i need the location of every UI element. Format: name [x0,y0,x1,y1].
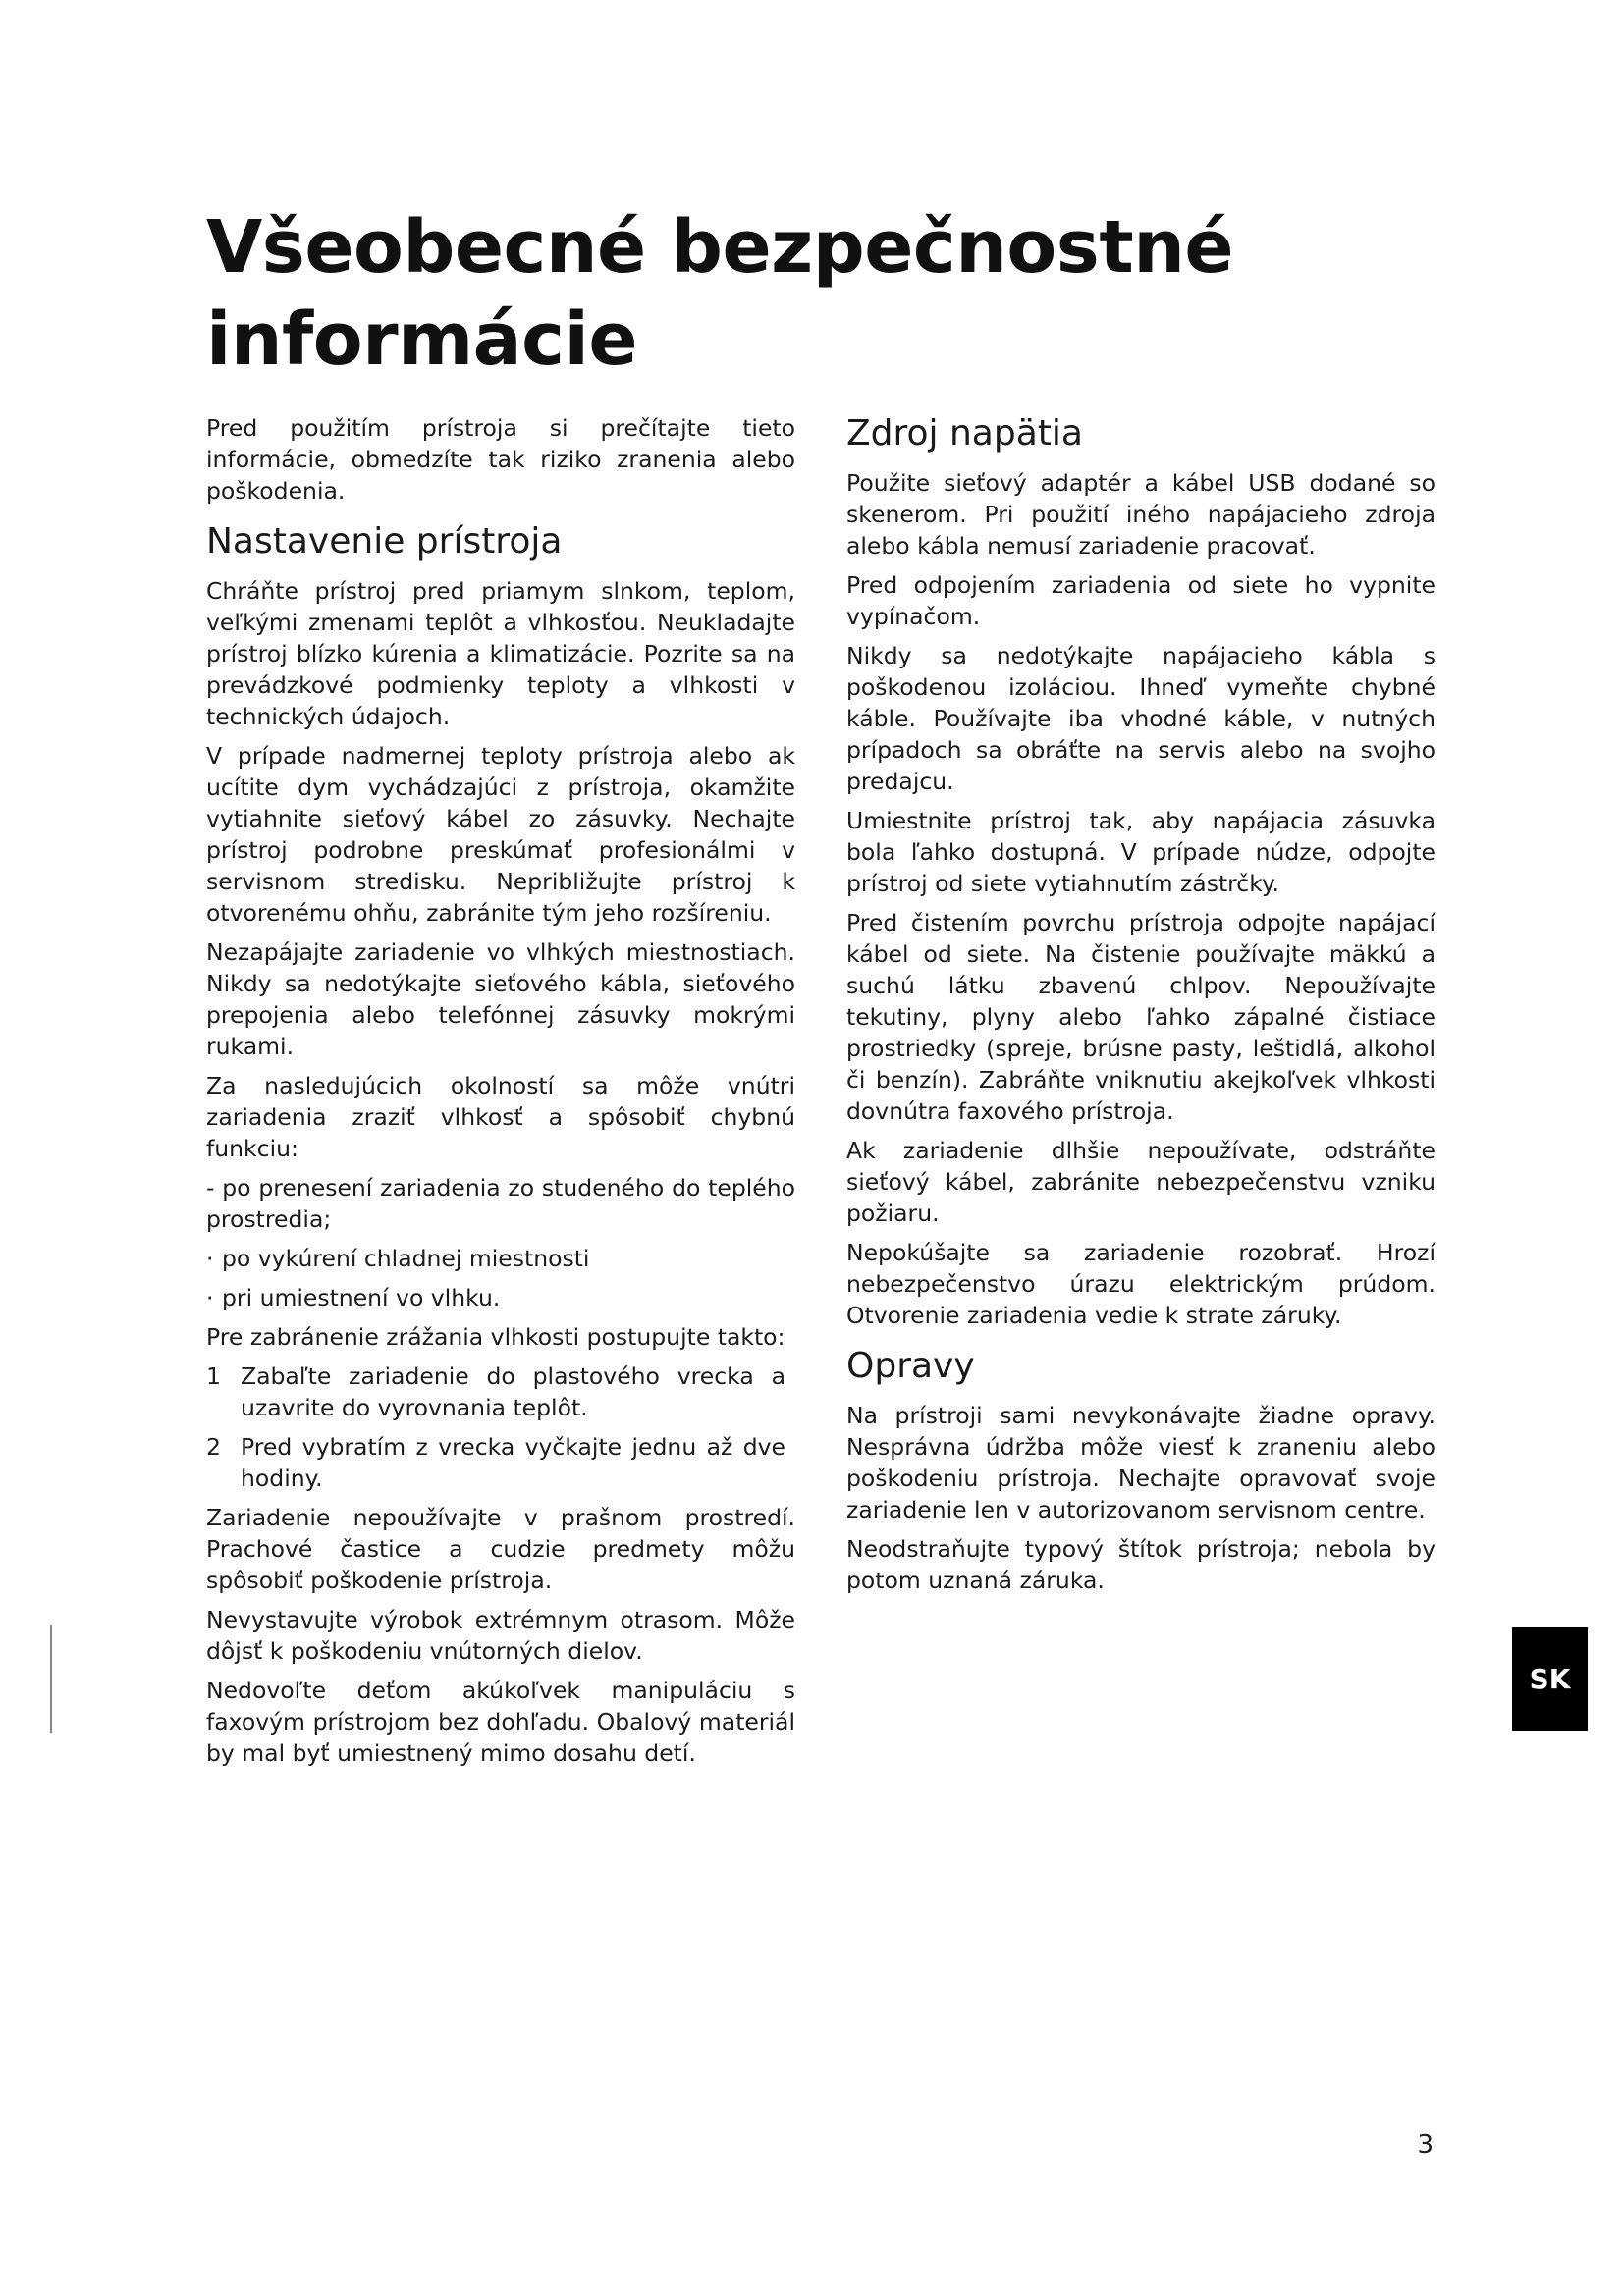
paragraph: Použite sieťový adaptér a kábel USB dodané so skenerom. Pri použití iného napájacieho zdroja alebo kábla nemusí zariadenie pracovať. [846,469,1435,560]
left-column [206,412,795,1777]
dash-list-item: - po prenesení zariadenia zo studeného do teplého prostredia; [206,1174,795,1233]
title-line-2: informácie [206,297,638,382]
bullet-text: pri umiestnení vo vlhku. [222,1284,501,1311]
numbered-step [206,1361,795,1423]
bullet-list-item [206,1243,795,1274]
intro-paragraph: Pred použitím prístroja si prečítajte tieto informácie, obmedzíte tak riziko zranenia alebo poškodenia. [206,414,795,505]
paragraph: Zariadenie nepoužívajte v prašnom prostredí. Prachové častice a cudzie predmety môžu spôsobiť poškodenie prístroja. [206,1504,795,1594]
step-text: Pred vybratím z vrecka vyčkajte jednu až dve hodiny. [241,1433,785,1492]
step-number: 1 [206,1362,221,1390]
paragraph: Pred čistením povrchu prístroja odpojte napájací kábel od siete. Na čistenie používajte mäkkú a suchú látku zbavenú chlpov. Nepoužívajte tekutiny, plyny alebo ľahko zápalné čistiace prostriedky (spreje, brúsne pasty, leštidlá, alkohol či benzín). Zabráňte vniknutiu akejkoľvek vlhkosti dovnútra faxového prístroja. [846,909,1435,1125]
paragraph: Nepokúšajte sa zariadenie rozobrať. Hrozí nebezpečenstvo úrazu elektrickým prúdom. Otvorenie zariadenia vedie k strate záruky. [846,1239,1435,1329]
bullet-text: po vykúrení chladnej miestnosti [222,1245,590,1272]
language-tab: SK [1512,1627,1588,1731]
paragraph: Nezapájajte zariadenie vo vlhkých miestnostiach. Nikdy sa nedotýkajte sieťového kábla, sieťového prepojenia alebo telefónnej zásuvky mokrými rukami. [206,938,795,1060]
paragraph: V prípade nadmernej teploty prístroja alebo ak ucítite dym vychádzajúci z prístroja, okamžite vytiahnite sieťový kábel zo zásuvky. Nechajte prístroj podrobne preskúmať profesionálmi v servisnom stredisku. Nepribližujte prístroj k otvorenému ohňu, zabránite tým jeho rozšíreniu. [206,742,795,927]
bullet-mark: · [206,1284,214,1311]
section-heading-power: Zdroj napätia [846,413,1083,454]
step-text: Zabaľte zariadenie do plastového vrecka a uzavrite do vyrovnania teplôt. [241,1362,785,1421]
paragraph: Pre zabránenie zrážania vlhkosti postupujte takto: [206,1323,785,1351]
section-heading-repairs: Opravy [846,1346,975,1386]
bullet-list-item [206,1282,795,1313]
paragraph: Umiestnite prístroj tak, aby napájacia zásuvka bola ľahko dostupná. V prípade núdze, odpojte prístroj od siete vytiahnutím zástrčky. [846,807,1435,897]
numbered-step [206,1431,795,1494]
section-heading-setup: Nastavenie prístroja [206,521,563,561]
paragraph: Na prístroji sami nevykonávajte žiadne opravy. Nesprávna údržba môže viesť k zraneniu alebo poškodeniu prístroja. Nechajte opravovať svoje zariadenie len v autorizovanom servisnom centre. [846,1402,1435,1523]
paragraph: Ak zariadenie dlhšie nepoužívate, odstráňte sieťový kábel, zabránite nebezpečenstvu vzniku požiaru. [846,1137,1435,1227]
right-column [846,412,1435,1604]
paragraph: Nevystavujte výrobok extrémnym otrasom. Môže dôjsť k poškodeniu vnútorných dielov. [206,1606,795,1665]
bullet-mark: · [206,1245,214,1272]
step-number: 2 [206,1433,221,1461]
paragraph: Nedovoľte deťom akúkoľvek manipuláciu s faxovým prístrojom bez dohľadu. Obalový materiál by mal byť umiestnený mimo dosahu detí. [206,1677,795,1767]
page-number: 3 [1417,2130,1434,2160]
paragraph: Za nasledujúcich okolností sa môže vnútri zariadenia zraziť vlhkosť a spôsobiť chybnú funkciu: [206,1072,795,1162]
page-title [206,201,1286,386]
margin-rule [50,1625,52,1733]
paragraph: Chráňte prístroj pred priamym slnkom, teplom, veľkými zmenami teplôt a vlhkosťou. Neukladajte prístroj blízko kúrenia a klimatizácie. Pozrite sa na prevádzkové podmienky teploty a vlhkosti v technických údajoch. [206,577,795,730]
paragraph: Nikdy sa nedotýkajte napájacieho kábla s poškodenou izoláciou. Ihneď vymeňte chybné káble. Používajte iba vhodné káble, v nutných prípadoch sa obráťte na servis alebo na svojho predajcu. [846,642,1435,795]
paragraph: Neodstraňujte typový štítok prístroja; nebola by potom uznaná záruka. [846,1535,1435,1594]
title-line-1: Všeobecné bezpečnostné [206,205,1234,290]
paragraph: Pred odpojením zariadenia od siete ho vypnite vypínačom. [846,571,1435,630]
